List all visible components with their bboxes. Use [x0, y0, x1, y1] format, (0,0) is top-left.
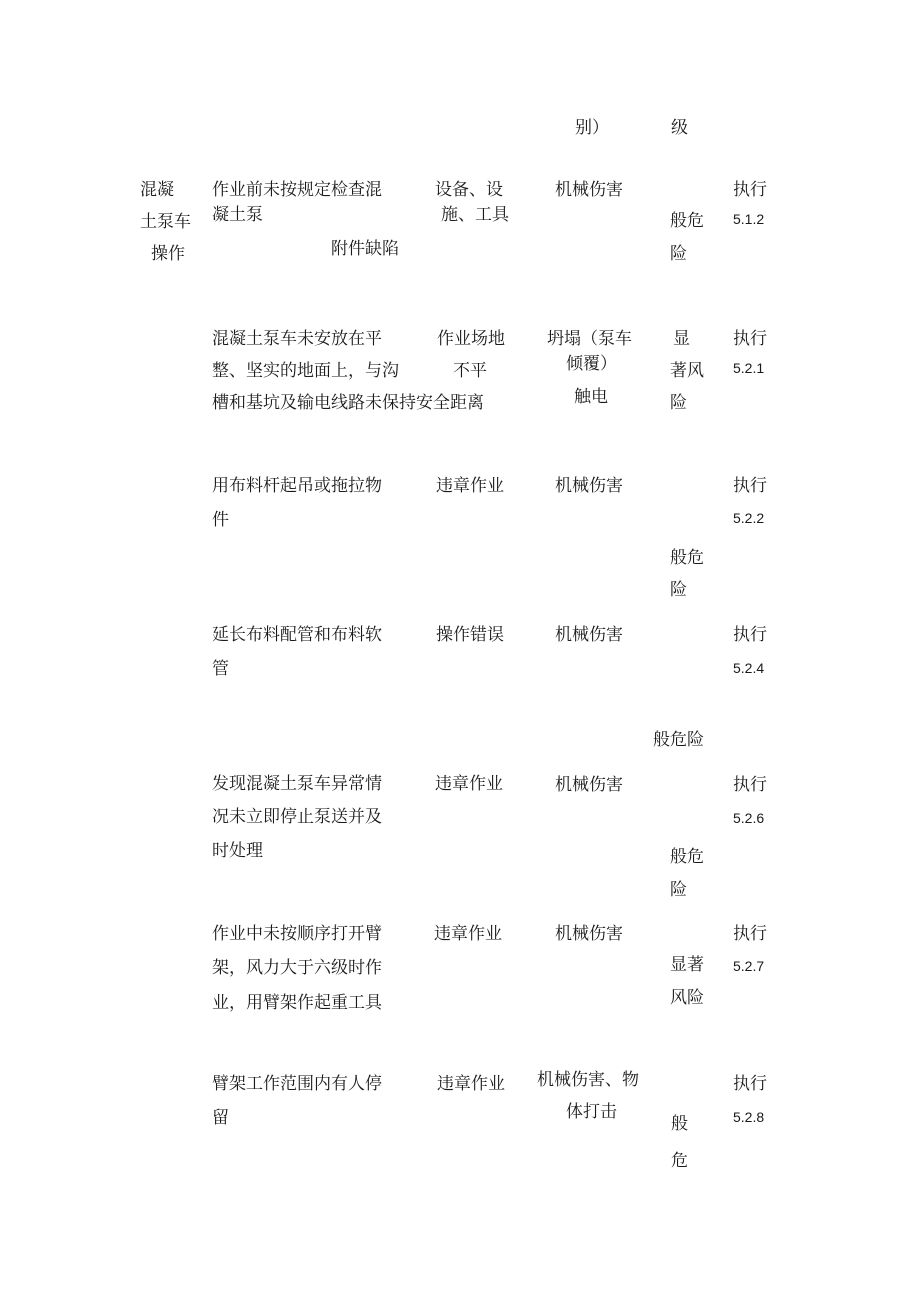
measure-text: 执行 — [733, 329, 767, 349]
risk-level-text: 般危 — [670, 847, 704, 867]
hazard-text: 用布料杆起吊或拖拉物 — [212, 476, 382, 496]
measure-text: 执行 — [733, 476, 767, 496]
hazard-text: 附件缺陷 — [331, 239, 399, 259]
cause-text: 设备、设 — [435, 180, 503, 200]
operation-label-line: 操作 — [151, 244, 185, 264]
risk-level-text: 般 — [671, 1114, 688, 1134]
hazard-text: 业，用臂架作起重工具 — [212, 993, 382, 1013]
measure-clause: 5.2.4 — [733, 660, 765, 676]
cause-text: 违章作业 — [436, 476, 504, 496]
hazard-text: 况未立即停止泵送并及 — [212, 807, 382, 827]
hazard-text: 槽和基坑及输电线路未保持安全距离 — [212, 393, 484, 413]
measure-clause: 5.1.2 — [733, 211, 765, 227]
accident-text: 机械伤害 — [555, 476, 623, 496]
accident-text: 机械伤害 — [555, 924, 623, 944]
risk-level-text: 风险 — [670, 988, 704, 1008]
accident-text: 体打击 — [566, 1102, 617, 1122]
risk-level-text: 危 — [671, 1151, 688, 1171]
measure-text: 执行 — [733, 924, 767, 944]
cause-text: 不平 — [453, 361, 487, 381]
hazard-text: 延长布料配管和布料软 — [212, 625, 382, 645]
accident-text: 倾覆） — [566, 354, 617, 374]
hazard-text: 管 — [212, 659, 229, 679]
risk-level-text: 险 — [670, 880, 687, 900]
hazard-text: 作业中未按顺序打开臂 — [212, 924, 382, 944]
measure-text: 执行 — [733, 180, 767, 200]
risk-level-text: 著风 — [670, 361, 704, 381]
accident-text: 机械伤害 — [555, 625, 623, 645]
category-header-tail: 别） — [575, 118, 609, 138]
measure-clause: 5.2.8 — [733, 1109, 765, 1125]
hazard-text: 混凝土泵车未安放在平 — [212, 329, 382, 349]
hazard-text: 架，风力大于六级时作 — [212, 958, 382, 978]
hazard-text: 整、坚实的地面上，与沟 — [212, 361, 399, 381]
hazard-text: 留 — [212, 1108, 229, 1128]
hazard-text: 件 — [212, 510, 229, 530]
risk-level-text: 险 — [670, 580, 687, 600]
hazard-text: 凝土泵 — [212, 205, 263, 225]
level-header-tail: 级 — [671, 118, 688, 138]
hazard-text: 臂架工作范围内有人停 — [212, 1074, 382, 1094]
hazard-text: 时处理 — [212, 841, 263, 861]
risk-level-text: 般危 — [670, 548, 704, 568]
cause-text: 施、工具 — [441, 205, 509, 225]
risk-level-text: 显 — [673, 329, 690, 349]
measure-text: 执行 — [733, 1074, 767, 1094]
measure-text: 执行 — [733, 775, 767, 795]
risk-level-text: 般危险 — [653, 730, 704, 750]
accident-text: 坍塌（泵车 — [547, 329, 632, 349]
measure-clause: 5.2.6 — [733, 810, 765, 826]
cause-text: 操作错误 — [436, 625, 504, 645]
measure-text: 执行 — [733, 625, 767, 645]
measure-clause: 5.2.2 — [733, 510, 765, 526]
operation-label-line: 土泵车 — [140, 212, 191, 232]
accident-text: 触电 — [574, 387, 608, 407]
accident-text: 机械伤害 — [555, 775, 623, 795]
risk-level-text: 险 — [670, 393, 687, 413]
hazard-text: 作业前未按规定检查混 — [212, 180, 382, 200]
risk-level-text: 显著 — [670, 955, 704, 975]
cause-text: 违章作业 — [434, 924, 502, 944]
hazard-text: 发现混凝土泵车异常情 — [212, 774, 382, 794]
measure-clause: 5.2.1 — [733, 360, 765, 376]
cause-text: 违章作业 — [437, 1074, 505, 1094]
cause-text: 违章作业 — [435, 774, 503, 794]
risk-level-text: 般危 — [670, 211, 704, 231]
operation-label-line: 混凝 — [140, 180, 174, 200]
accident-text: 机械伤害 — [555, 180, 623, 200]
risk-level-text: 险 — [670, 244, 687, 264]
cause-text: 作业场地 — [437, 329, 505, 349]
accident-text: 机械伤害、物 — [537, 1070, 639, 1090]
measure-clause: 5.2.7 — [733, 958, 765, 974]
